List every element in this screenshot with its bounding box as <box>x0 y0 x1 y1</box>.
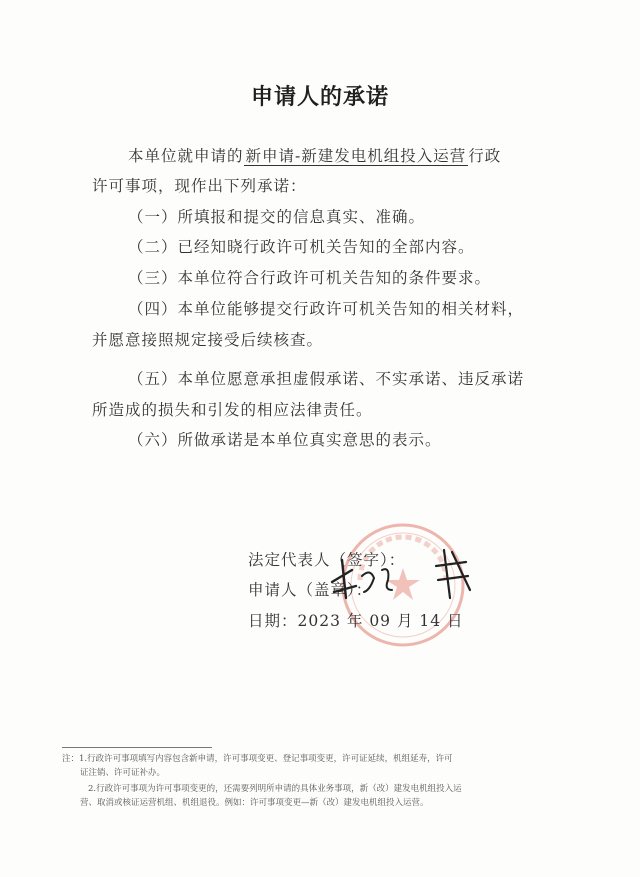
footnote-line-3: 2.行政许可事项为许可事项变更的，还需要列明所申请的具体业务事项，新（改）建发电机组投入运 <box>88 784 462 794</box>
date-value: 2023 年 09 月 14 日 <box>297 612 464 630</box>
applicant-label: 申请人（盖章）： <box>248 581 373 599</box>
date-label: 日期： <box>248 612 298 630</box>
commitment-4: （四）本单位能够提交行政许可机关告知的相关材料， <box>128 300 525 318</box>
intro-prefix: 本单位就申请的 <box>128 147 244 165</box>
footnote-line-2: 证注销、许可证补办。 <box>80 768 166 778</box>
intro-line-1 <box>128 141 578 171</box>
intro-item: 新申请-新建发电机组投入运营 <box>245 147 467 165</box>
footnote-line-4: 营、取消或核证运营机组、机组退役。例如：许可事项变更—新（改）建发电机组投入运营。 <box>80 798 429 808</box>
legal-rep-label: 法定代表人（签字）： <box>248 551 406 569</box>
commitment-3: （三）本单位符合行政许可机关告知的条件要求。 <box>128 269 492 287</box>
document-title: 申请人的承诺 <box>250 85 389 110</box>
commitment-5-cont: 所造成的损失和引发的相应法律责任。 <box>92 401 373 419</box>
intro-line-2: 许可事项，现作出下列承诺： <box>92 177 307 195</box>
commitment-1: （一）所填报和提交的信息真实、准确。 <box>128 208 426 226</box>
intro-suffix: 行政 <box>468 147 502 165</box>
commitment-2: （二）已经知晓行政许可机关告知的全部内容。 <box>128 238 475 256</box>
commitment-6: （六）所做承诺是本单位真实意思的表示。 <box>128 431 442 449</box>
handwritten-signature <box>318 540 498 610</box>
footnote-divider <box>62 747 212 748</box>
date-row <box>248 609 464 631</box>
commitment-4-cont: 并愿意接照规定接受后续核查。 <box>92 331 324 349</box>
commitment-5: （五）本单位愿意承担虚假承诺、不实承诺、违反承诺 <box>128 370 525 388</box>
footnote-line-1: 注：1.行政许可事项填写内容包含新申请，许可事项变更、登记事项变更，许可证延续，机组延寿，许可 <box>62 754 453 764</box>
